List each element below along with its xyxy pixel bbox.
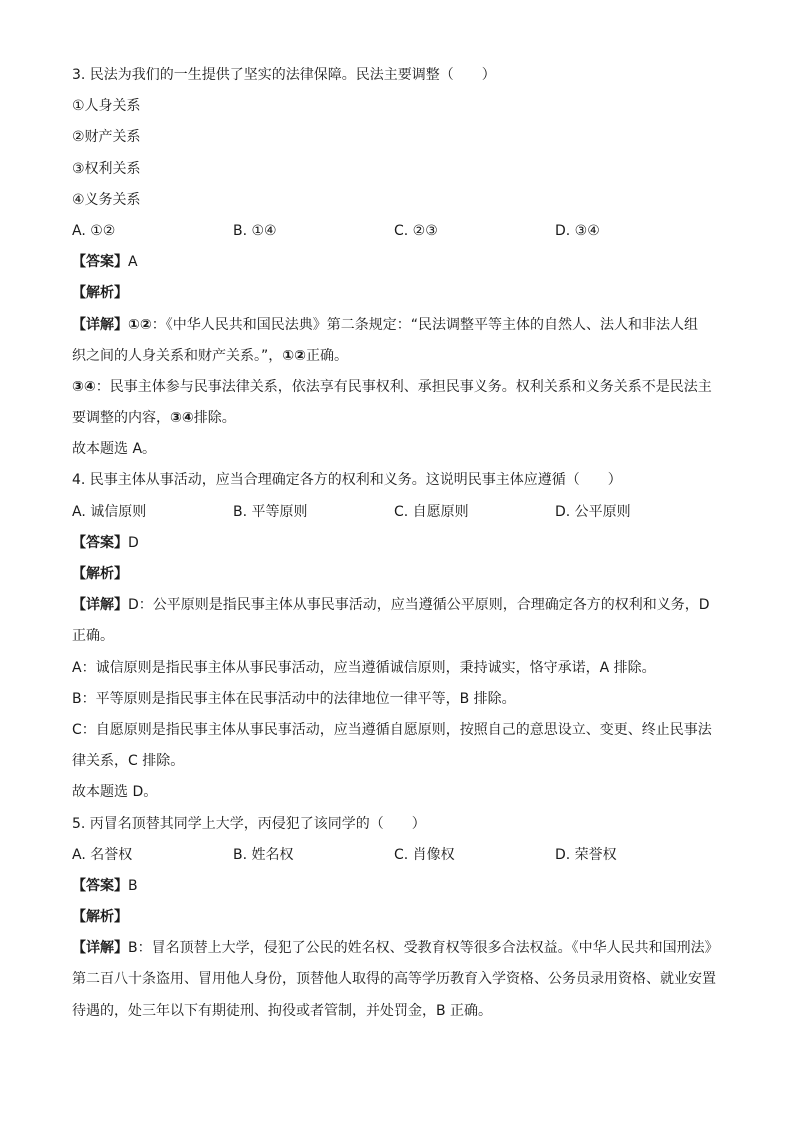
analysis-tag: 【解析】	[72, 909, 128, 926]
q3-detail-text-2b: 正确。	[305, 347, 348, 364]
q4-detail-text-1: D：公平原则是指民事主体从事民事活动，应当遵循公平原则，合理确定各方的权利和义务，D	[128, 597, 710, 614]
q4-analysis-tag	[72, 563, 732, 594]
q3-detail-text-2: 织之间的人身关系和财产关系。”，	[72, 347, 283, 364]
q3-detail-text-3: ：民事主体参与民事法律关系，依法享有民事权利、承担民事义务。权利关系和义务关系不是民法主	[95, 378, 712, 395]
q4-options	[72, 501, 732, 532]
q3-detail-numbers-34b: ③④	[170, 410, 194, 427]
q3-detail-text-4b: 排除。	[193, 410, 236, 427]
q3-options	[72, 220, 732, 251]
q3-detail-numbers-12b: ①②	[282, 347, 306, 364]
answer-tag: 【答案】	[72, 254, 128, 271]
answer-tag: 【答案】	[72, 877, 128, 894]
q5-option-c: C. 肖像权	[394, 846, 455, 863]
q3-detail-line-4	[72, 407, 732, 438]
q5-option-a: A. 名誉权	[72, 846, 133, 863]
q4-detail-line-3: A：诚信原则是指民事主体从事民事活动，应当遵循诚信原则，秉持诚实，恪守承诺，A 排除。	[72, 659, 656, 676]
q3-answer-value: A	[128, 254, 138, 271]
q4-detail-line-1	[72, 594, 732, 625]
q3-detail-line-3	[72, 376, 732, 407]
q4-answer	[72, 532, 732, 563]
analysis-tag: 【解析】	[72, 285, 128, 302]
detail-tag: 【详解】	[72, 316, 128, 333]
detail-tag: 【详解】	[72, 940, 128, 957]
q3-detail-line-2	[72, 345, 732, 376]
q4-option-c: C. 自愿原则	[394, 503, 469, 520]
q5-answer-value: B	[128, 877, 138, 894]
q3-item-3: ③权利关系	[72, 160, 141, 177]
q5-options	[72, 844, 732, 875]
analysis-tag: 【解析】	[72, 566, 128, 582]
q5-detail-line-1	[72, 937, 732, 968]
q3-option-c: C. ②③	[394, 222, 438, 239]
answer-tag: 【答案】	[72, 534, 128, 551]
q4-conclusion: 故本题选 D。	[72, 784, 158, 801]
q4-answer-value: D	[128, 534, 139, 551]
q5-detail-line-2: 第二百八十条盗用、冒用他人身份，顶替他人取得的高等学历教育入学资格、公务员录用资格、就业安置	[72, 971, 716, 988]
q4-option-b: B. 平等原则	[233, 503, 308, 520]
q3-item-2: ②财产关系	[72, 129, 141, 146]
q5-option-d: D. 荣誉权	[555, 846, 617, 863]
q3-option-d: D. ③④	[555, 222, 600, 239]
q3-detail-line-1	[72, 314, 732, 345]
q3-stem: 3. 民法为我们的一生提供了坚实的法律保障。民法主要调整（ ）	[72, 67, 496, 83]
q3-detail-numbers-12: ①②	[128, 316, 152, 333]
q4-detail-line-6: 律关系，C 排除。	[72, 753, 185, 770]
q3-analysis-tag	[72, 282, 732, 313]
q5-analysis-tag	[72, 906, 732, 937]
q4-stem: 4. 民事主体从事活动，应当合理确定各方的权利和义务。这说明民事主体应遵循（ ）	[72, 472, 622, 489]
q3-detail-text-4: 要调整的内容，	[72, 410, 170, 427]
q5-detail-line-3: 待遇的，处三年以下有期徒刑、拘役或者管制，并处罚金，B 正确。	[72, 1002, 493, 1019]
q4-detail-line-2: 正确。	[72, 628, 114, 645]
q5-answer	[72, 875, 732, 906]
q4-option-d: D. 公平原则	[555, 503, 631, 520]
detail-tag: 【详解】	[72, 597, 128, 614]
q5-detail-text-1: B：冒名顶替上大学，侵犯了公民的姓名权、受教育权等很多合法权益。《中华人民共和国刑法》	[128, 940, 719, 957]
q3-option-b: B. ①④	[233, 222, 277, 239]
q4-detail-line-4: B：平等原则是指民事主体在民事活动中的法律地位一律平等，B 排除。	[72, 690, 516, 707]
q3-answer	[72, 251, 732, 282]
q4-option-a: A. 诚信原则	[72, 503, 147, 520]
q3-item-1: ①人身关系	[72, 98, 141, 115]
q4-detail-line-5: C：自愿原则是指民事主体从事民事活动，应当遵循自愿原则，按照自己的意思设立、变更、终止民事法	[72, 721, 712, 738]
q3-detail-numbers-34: ③④	[72, 378, 96, 395]
q5-stem: 5. 丙冒名顶替其同学上大学，丙侵犯了该同学的（ ）	[72, 815, 426, 832]
q5-option-b: B. 姓名权	[233, 846, 294, 863]
q3-item-4: ④义务关系	[72, 191, 141, 208]
q3-conclusion: 故本题选 A。	[72, 441, 157, 458]
document-page	[72, 64, 732, 1031]
q3-detail-text-1: ：《中华人民共和国民法典》第二条规定：“民法调整平等主体的自然人、法人和非法人组	[151, 316, 698, 333]
q3-option-a: A. ①②	[72, 222, 116, 239]
